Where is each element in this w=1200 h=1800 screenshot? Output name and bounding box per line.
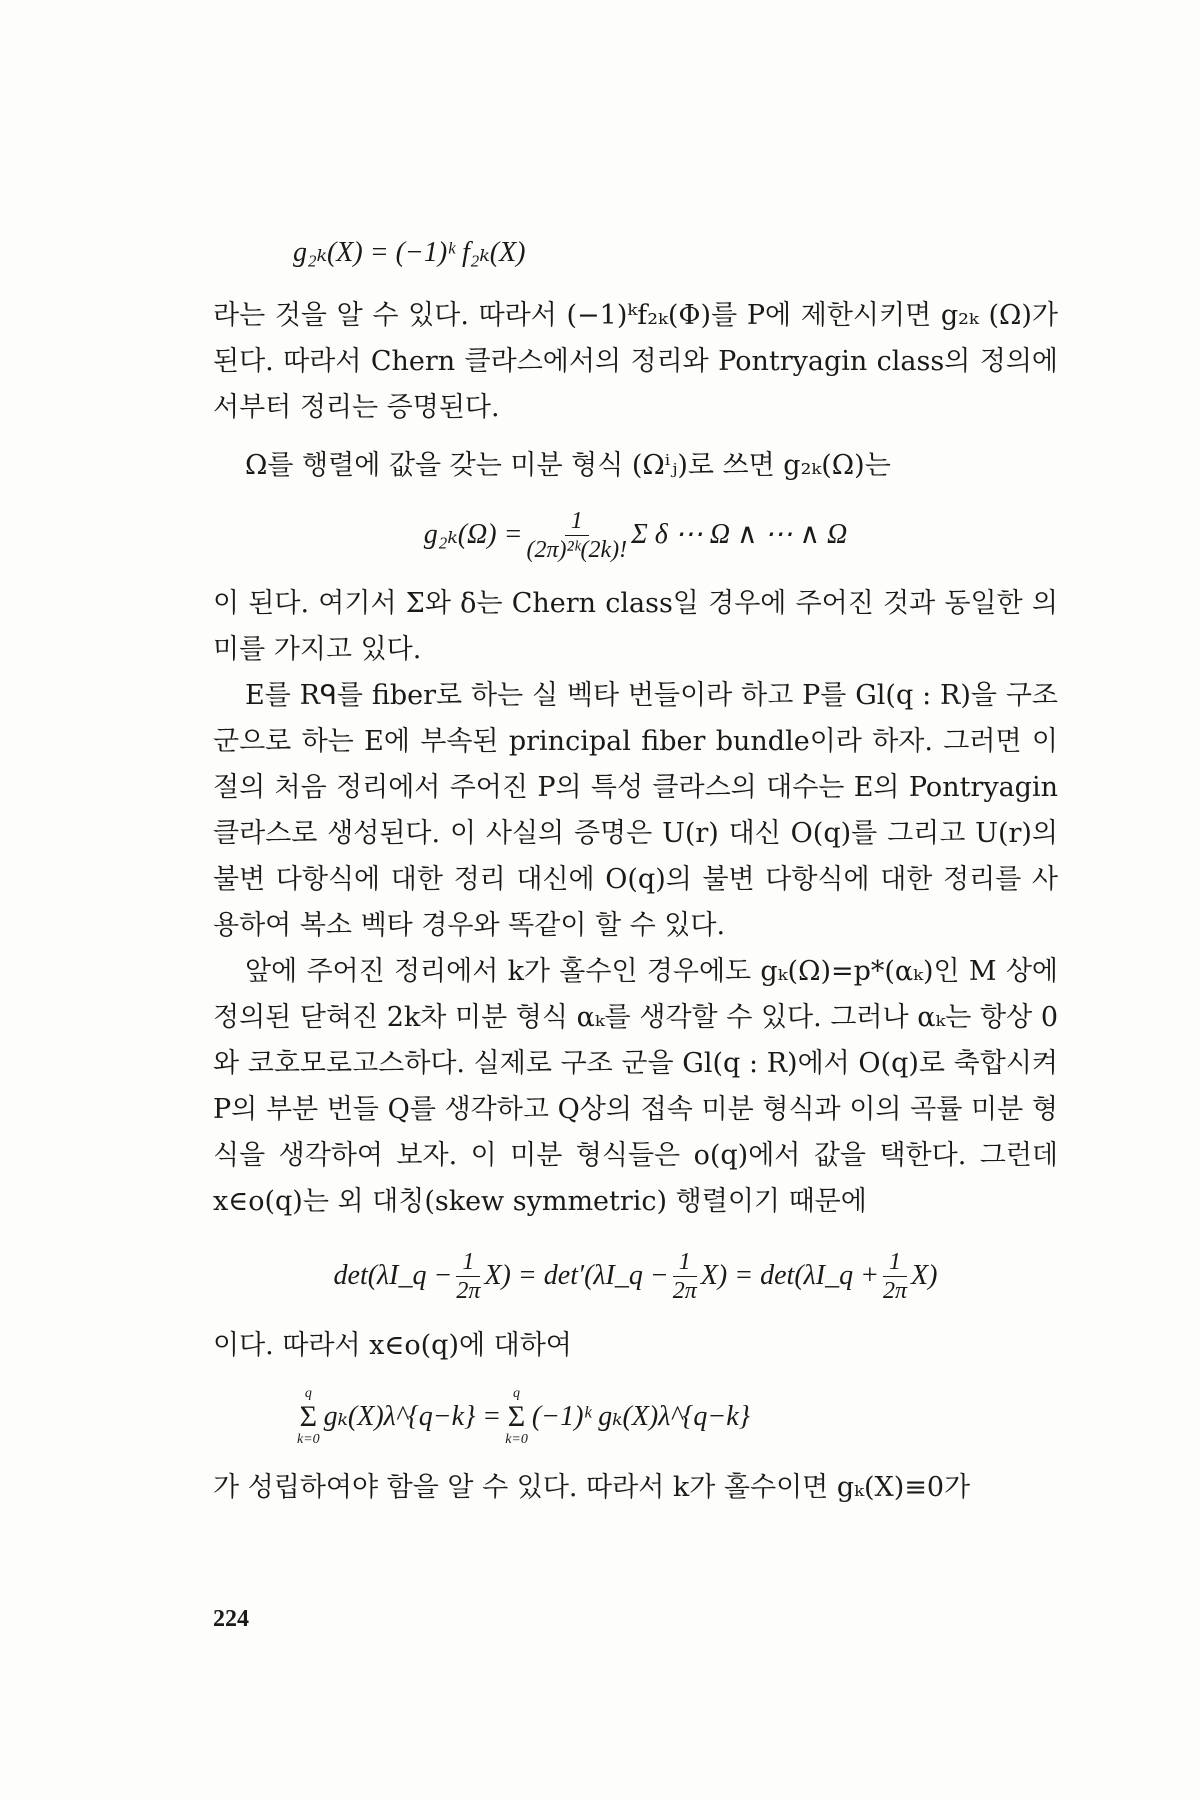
equation-3-denominator-2: 2π	[672, 1277, 697, 1304]
equation-2-denominator: (2π)²ᵏ(2k)!	[526, 536, 628, 563]
equation-2-numerator: 1	[565, 507, 589, 536]
paragraph-5: 앞에 주어진 정리에서 k가 홀수인 경우에도 gₖ(Ω)=p*(αₖ)인 M 상에 정의된 닫혀진 2k차 미분 형식 αₖ를 생각할 수 있다. 그러나 αₖ는 항상 0와 코호모로고스하다. 실제로 구조 군을 Gl(q : R)에서 O(q)로 축합시켜 P의 부분 번들 Q를 생각하고 Q상의 접속 미분 형식과 이의 곡률 미분 형식을 생각하여 보자. 이 미분 형식들은 o(q)에서 값을 택한다. 그런데 x∈o(q)는 외 대칭(skew symmetric) 행렬이기 때문에	[213, 956, 1058, 1217]
page-number: 224	[213, 1606, 249, 1632]
equation-4-right: (−1)ᵏ gₖ(X)λ^{q−k}	[531, 1401, 750, 1432]
equation-3-fraction-3	[883, 1248, 907, 1305]
equation-4-left: gₖ(X)λ^{q−k} =	[323, 1401, 502, 1432]
paragraph-4: E를 Rᑫ를 fiber로 하는 실 벡타 번들이라 하고 P를 Gl(q : R)을 구조 군으로 하는 E에 부속된 principal fiber bundle이라 하자. 그러면 이 절의 처음 정리에서 주어진 P의 특성 클라스의 대수는 E의 Pontryagin 클라스로 생성된다. 이 사실의 증명은 U(r) 대신 O(q)를 그리고 U(r)의 불변 다항식에 대한 정리 대신에 O(q)의 불변 다항식에 대한 정리를 사용하여 복소 벡타 경우와 똑같이 할 수 있다.	[213, 680, 1058, 941]
equation-4-sum-left-top: q	[304, 1386, 312, 1401]
equation-3-denominator-3: 2π	[883, 1277, 908, 1304]
paragraph-3: 이 된다. 여기서 Σ와 δ는 Chern class일 경우에 주어진 것과 동일한 의미를 가지고 있다.	[213, 588, 1058, 665]
summation-symbol: Σ	[507, 1400, 526, 1433]
equation-1-text: g₂ₖ(X) = (−1)ᵏ f₂ₖ(X)	[293, 237, 526, 268]
paragraph-7: 가 성립하여야 함을 알 수 있다. 따라서 k가 홀수이면 gₖ(X)≡0가	[213, 1472, 971, 1503]
equation-2-fraction	[527, 507, 628, 564]
equation-3-fraction-2	[673, 1248, 697, 1305]
equation-4-sum-left	[297, 1386, 320, 1448]
equation-3-fraction-1	[456, 1248, 480, 1305]
equation-3-numerator-3: 1	[883, 1248, 907, 1277]
equation-2-rhs: Σ δ ⋯ Ω ∧ ⋯ ∧ Ω	[631, 519, 848, 550]
equation-3-part-d: X)	[911, 1260, 938, 1291]
equation-4	[213, 1375, 1058, 1459]
equation-3-denominator-1: 2π	[456, 1277, 481, 1304]
equation-3	[213, 1233, 1058, 1319]
equation-3-part-c: X) = det(λI_q +	[700, 1260, 879, 1291]
equation-3-part-a: det(λI_q −	[333, 1260, 453, 1291]
equation-4-sum-right-top: q	[513, 1386, 521, 1401]
equation-3-part-b: X) = det′(λI_q −	[484, 1260, 669, 1291]
equation-4-sum-left-bottom: k=0	[297, 1432, 320, 1447]
page-content	[213, 205, 1058, 1511]
equation-2	[213, 497, 1058, 573]
equation-4-sum-right-bottom: k=0	[505, 1432, 528, 1447]
equation-3-numerator-1: 1	[456, 1248, 480, 1277]
equation-1	[213, 223, 1058, 283]
equation-3-numerator-2: 1	[673, 1248, 697, 1277]
paragraph-6: 이다. 따라서 x∈o(q)에 대하여	[213, 1330, 572, 1361]
paragraph-2: Ω를 행렬에 값을 갖는 미분 형식 (Ωⁱⱼ)로 쓰면 g₂ₖ(Ω)는	[245, 450, 891, 481]
equation-4-sum-right	[505, 1386, 528, 1448]
paragraph-1: 라는 것을 알 수 있다. 따라서 (−1)ᵏf₂ₖ(Φ)를 P에 제한시키면 g₂ₖ (Ω)가 된다. 따라서 Chern 클라스에서의 정리와 Pontryagin class의 정의에서부터 정리는 증명된다.	[213, 300, 1058, 423]
equation-2-lhs: g₂ₖ(Ω) =	[423, 519, 523, 550]
summation-symbol: Σ	[299, 1400, 318, 1433]
